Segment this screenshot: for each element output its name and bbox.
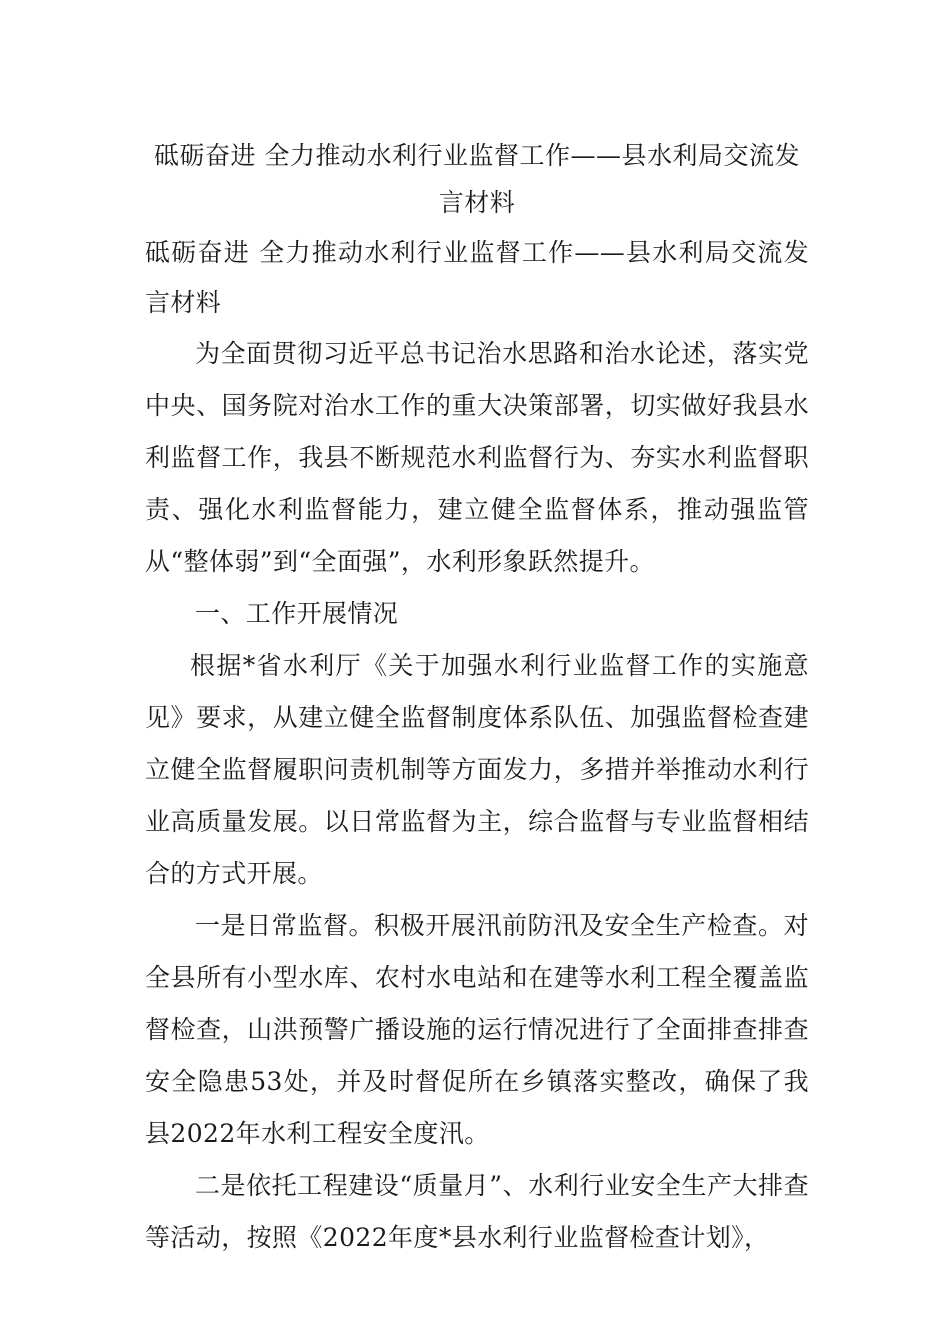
document-title: 砥砺奋进 全力推动水利行业监督工作——县水利局交流发言材料 [154, 141, 800, 217]
paragraph-basis: 根据*省水利厅《关于加强水利行业监督工作的实施意见》要求，从建立健全监督制度体系队伍、加强监督检查建立健全监督履职问责机制等方面发力，多措并举推动水利行业高质量发展。以日常监督为主，综合监督与专业监督相结合的方式开展。 [145, 651, 809, 888]
document-subtitle: 砥砺奋进 全力推动水利行业监督工作——县水利局交流发言材料 [145, 238, 809, 317]
paragraph-quality-month: 二是依托工程建设“质量月”、水利行业安全生产大排查等活动，按照《2022年度*县水利行业监督检查计划》， [145, 1171, 809, 1252]
paragraph-daily-supervision: 一是日常监督。积极开展汛前防汛及安全生产检查。对全县所有小型水库、农村水电站和在建等水利工程全覆盖监督检查，山洪预警广播设施的运行情况进行了全面排查排查安全隐患53处，并及时督促所在乡镇落实整改，确保了我县2022年水利工程安全度汛。 [145, 911, 809, 1148]
paragraph-intro: 为全面贯彻习近平总书记治水思路和治水论述，落实党中央、国务院对治水工作的重大决策部署，切实做好我县水利监督工作，我县不断规范水利监督行为、夯实水利监督职责、强化水利监督能力，建立健全监督体系，推动强监管从“整体弱”到“全面强”，水利形象跃然提升。 [145, 339, 809, 576]
section-heading: 一、工作开展情况 [195, 599, 399, 628]
document-page [145, 132, 809, 1264]
